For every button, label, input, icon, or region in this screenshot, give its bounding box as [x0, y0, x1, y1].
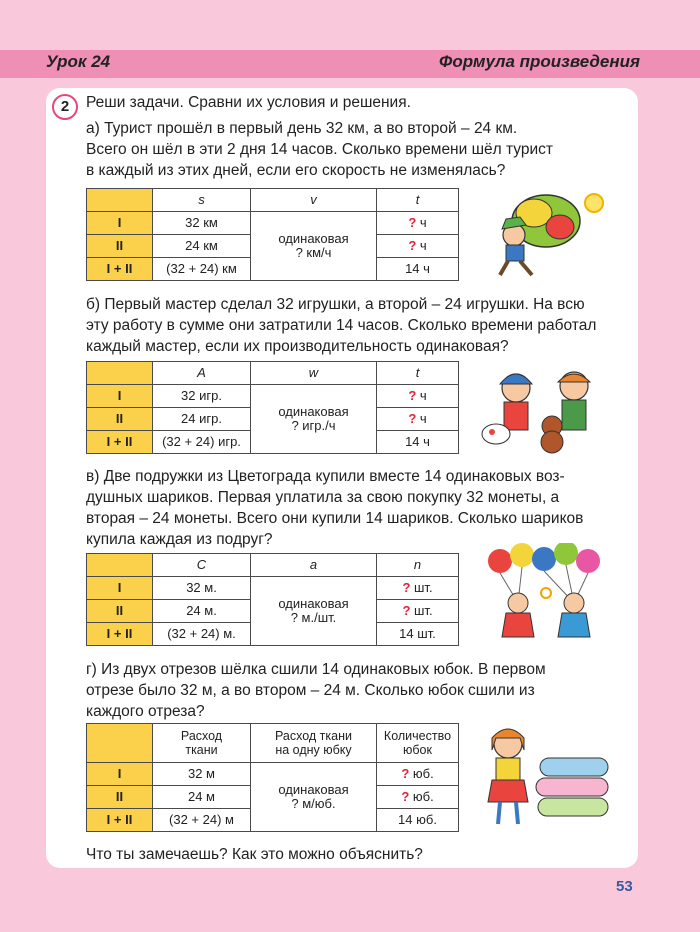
middle-cell: одинаковая ? игр./ч: [251, 385, 377, 454]
unknown-cell: ? шт.: [377, 600, 459, 623]
column-header: a: [251, 554, 377, 577]
topic-title: Формула произведения: [439, 52, 640, 71]
unknown-cell: ? ч: [377, 385, 459, 408]
table-cell: (32 + 24) м.: [153, 623, 251, 646]
column-header: s: [153, 189, 251, 212]
problem-b-table: [86, 361, 459, 454]
column-header: C: [153, 554, 251, 577]
table-cell: 32 км: [153, 212, 251, 235]
table-cell: 24 м.: [153, 600, 251, 623]
table-cell: 24 км: [153, 235, 251, 258]
closing-question: Что ты замечаешь? Как это можно объяснить?: [86, 846, 423, 863]
column-header: Расход ткани: [153, 724, 251, 763]
problem-d-text: г) Из двух отрезов шёлка сшили 14 одинаковых юбок. В первом отрезе было 32 м, а во втором – 24 м. Сколько юбок сшили из каждого отреза?: [86, 661, 546, 720]
masters-illustration: [476, 360, 614, 456]
column-header: Количество юбок: [377, 724, 459, 763]
problem-c-table: [86, 553, 459, 646]
column-header: t: [377, 362, 459, 385]
unknown-cell: ? ч: [377, 212, 459, 235]
column-header: w: [251, 362, 377, 385]
row-label: I + II: [87, 809, 153, 832]
page-number: 53: [616, 878, 633, 895]
row-label: I: [87, 212, 153, 235]
girls-balloons-illustration: [478, 543, 612, 643]
table-cell: 32 м: [153, 763, 251, 786]
table-corner: [87, 189, 153, 212]
table-cell: (32 + 24) м: [153, 809, 251, 832]
table-cell: 32 м.: [153, 577, 251, 600]
table-cell: 14 юб.: [377, 809, 459, 832]
problem-d-table: [86, 723, 459, 832]
row-label: I + II: [87, 258, 153, 281]
table-cell: 32 игр.: [153, 385, 251, 408]
unknown-cell: ? юб.: [377, 786, 459, 809]
row-label: I: [87, 577, 153, 600]
table-cell: 14 ч: [377, 431, 459, 454]
row-label: I + II: [87, 431, 153, 454]
table-corner: [87, 554, 153, 577]
middle-cell: одинаковая ? м/юб.: [251, 763, 377, 832]
task-intro: Реши задачи. Сравни их условия и решения.: [86, 94, 411, 111]
row-label: I: [87, 385, 153, 408]
table-cell: (32 + 24) игр.: [153, 431, 251, 454]
table-corner: [87, 362, 153, 385]
tourist-illustration: [486, 183, 610, 279]
unknown-cell: ? шт.: [377, 577, 459, 600]
unknown-cell: ? ч: [377, 408, 459, 431]
problem-b-text: б) Первый мастер сделал 32 игрушки, а второй – 24 игрушки. На всю эту работу в сумме они затратили 14 часов. Сколько времени работал каждый мастер, если их производительность одинаковая?: [86, 296, 597, 355]
row-label: I + II: [87, 623, 153, 646]
row-label: II: [87, 786, 153, 809]
unknown-cell: ? юб.: [377, 763, 459, 786]
girl-fabric-illustration: [474, 718, 614, 830]
table-cell: 24 игр.: [153, 408, 251, 431]
row-label: II: [87, 408, 153, 431]
table-cell: 24 м: [153, 786, 251, 809]
column-header: Расход ткани на одну юбку: [251, 724, 377, 763]
column-header: t: [377, 189, 459, 212]
problem-c-text: в) Две подружки из Цветограда купили вместе 14 одинаковых воз- душных шариков. Первая уплатила за свою покупку 32 монеты, а вторая – 24 монеты. Всего они купили 14 шариков. Сколько шариков купила каждая из подруг?: [86, 468, 584, 548]
row-label: II: [87, 235, 153, 258]
column-header: A: [153, 362, 251, 385]
problem-a-table: [86, 188, 459, 281]
column-header: n: [377, 554, 459, 577]
middle-cell: одинаковая ? км/ч: [251, 212, 377, 281]
table-corner: [87, 724, 153, 763]
table-cell: (32 + 24) км: [153, 258, 251, 281]
task-number-badge: 2: [52, 94, 78, 120]
row-label: II: [87, 600, 153, 623]
middle-cell: одинаковая ? м./шт.: [251, 577, 377, 646]
table-cell: 14 шт.: [377, 623, 459, 646]
table-cell: 14 ч: [377, 258, 459, 281]
unknown-cell: ? ч: [377, 235, 459, 258]
lesson-title: Урок 24: [46, 52, 111, 71]
column-header: v: [251, 189, 377, 212]
row-label: I: [87, 763, 153, 786]
problem-a-text: а) Турист прошёл в первый день 32 км, а во второй – 24 км. Всего он шёл в эти 2 дня 14 часов. Сколько времени шёл турист в каждый из этих дней, если его скорость не изменялась?: [86, 120, 553, 179]
